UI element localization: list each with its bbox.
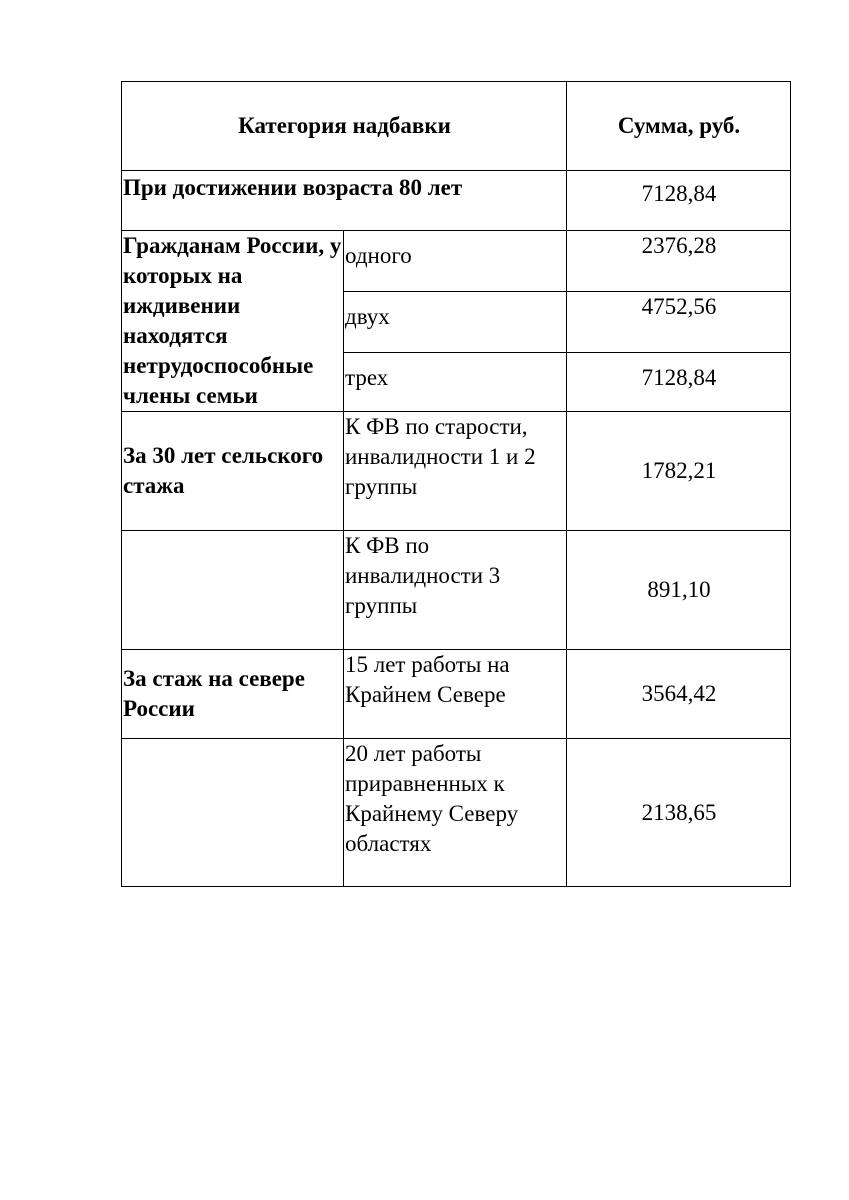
row-dependents-sub-3: трех (344, 353, 567, 412)
row-age80-amount: 7128,84 (567, 171, 791, 231)
row-north-amount-2: 2138,65 (567, 739, 791, 887)
row-rural-amount-1: 1782,21 (567, 412, 791, 531)
table-row (122, 231, 791, 292)
row-dependents-sub-2: двух (344, 292, 567, 353)
row-rural-sub-2: К ФВ по инвалидности 3 группы (344, 531, 567, 650)
table-row (122, 650, 791, 739)
row-north-sub-2: 20 лет работы приравненных к Крайнему Северу областях (344, 739, 567, 887)
empty-cell (122, 739, 344, 887)
empty-cell (122, 531, 344, 650)
row-age80-label: При достижении возраста 80 лет (122, 171, 567, 231)
row-dependents-sub-1: одного (344, 231, 567, 292)
row-dependents-amount-3: 7128,84 (567, 353, 791, 412)
header-category: Категория надбавки (122, 82, 567, 171)
row-dependents-label: Гражданам России, у которых на иждивении находятся нетрудоспособные члены семьи (122, 231, 344, 412)
table-row (122, 171, 791, 231)
table-row (122, 531, 791, 650)
row-dependents-amount-2: 4752,56 (567, 292, 791, 353)
header-amount: Сумма, руб. (567, 82, 791, 171)
row-north-sub-1: 15 лет работы на Крайнем Севере (344, 650, 567, 739)
row-north-amount-1: 3564,42 (567, 650, 791, 739)
table-header-row (122, 82, 791, 171)
row-rural-sub-1: К ФВ по старости, инвалидности 1 и 2 группы (344, 412, 567, 531)
allowance-table (121, 81, 791, 887)
row-dependents-amount-1: 2376,28 (567, 231, 791, 292)
row-rural-label: За 30 лет сельского стажа (122, 412, 344, 531)
row-north-label: За стаж на севере России (122, 650, 344, 739)
table-row (122, 412, 791, 531)
table-row (122, 739, 791, 887)
row-rural-amount-2: 891,10 (567, 531, 791, 650)
